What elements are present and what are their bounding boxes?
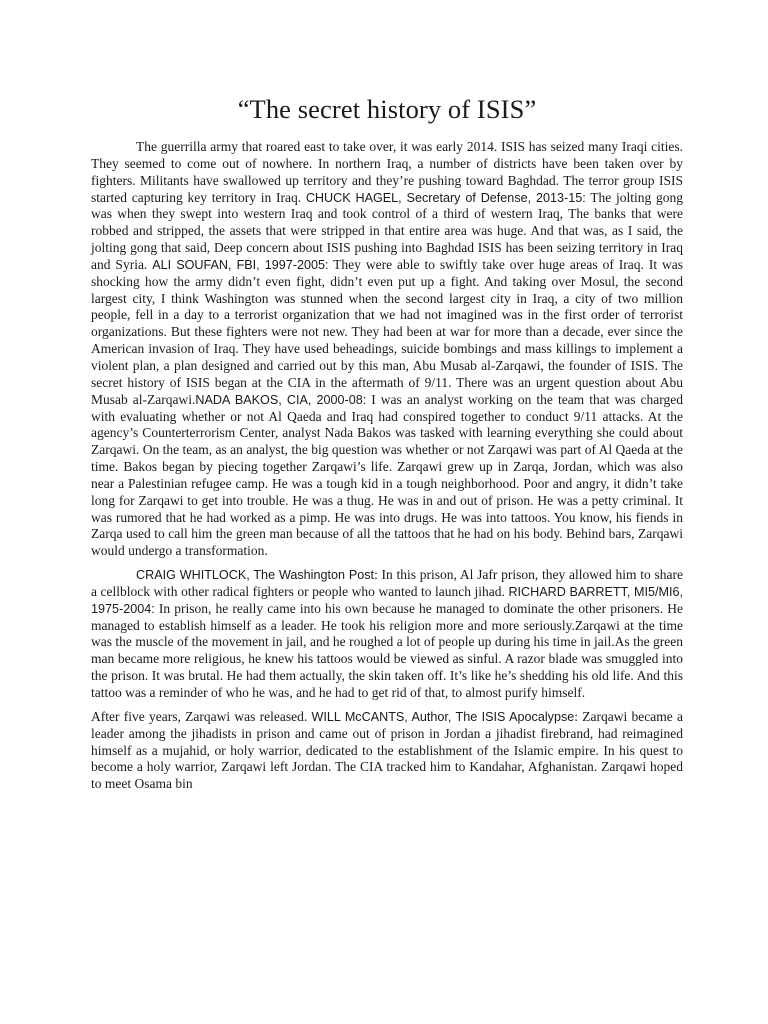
paragraph-3	[91, 709, 683, 793]
document-title: “The secret history of ISIS”	[237, 94, 537, 124]
narration-text: After five years, Zarqawi was released.	[91, 708, 312, 724]
quote-text: The jolting gong was when they swept into western Iraq and took control of a third of western Iraq, The banks that were robbed and stripped, the assets that were stripped in that entire area was huge. And that was, as I said, the jolting gong that said, Deep concern about ISIS pushing into Baghdad ISIS has been seizing territory in Iraq and Syria.	[91, 189, 683, 272]
quote-text: : Zarqawi became a leader among the jihadists in prison and came out of prison in Jordan a jihadist firebrand, had reimagined himself as a mujahid, or holy warrior, dedicated to the establishment of the Islamic empire. In his quest to become a holy warrior, Zarqawi left Jordan. The CIA tracked him to Kandahar, Afghanistan. Zarqawi hoped to meet Osama bin	[91, 708, 683, 792]
speaker-ali-soufan: ALI SOUFAN, FBI, 1997-2005:	[152, 257, 329, 272]
speaker-nada-bakos: NADA BAKOS, CIA, 2000-08:	[195, 392, 367, 407]
quote-text: : In this prison, Al Jafr prison, they allowed him to share a cellblock with other radical fighters or people who wanted to launch jihad.	[91, 567, 683, 599]
speaker-will-mccants: WILL McCANTS, Author, The ISIS Apocalypse	[311, 709, 575, 724]
quote-text: In prison, he really came into his own because he managed to dominate the other prisoners. He managed to establish himself as a leader. He took his religion more and more seriously.Zarqawi at the time was the muscle of the movement in jail, and he roughed a lot of people up during his time in jail.As the green man became more religious, he knew his tattoos would be viewed as sinful. A razor blade was smuggled into the prison. It was brutal. He had them actually, the skin taken off. It’s like he’s shedding his old life. And this tattoo was a reminder of who he was, and he had to get rid of that, to almost purify himself.	[91, 600, 683, 700]
quote-text: They were able to swiftly take over huge areas of Iraq. It was shocking how the army didn’t even fight, didn’t even put up a fight. And taking over Mosul, the second largest city, I think Washington was stunned when the second largest city in Iraq, a city of two million people, fell in a day to a terrorist organization that we had not imagined was in the first order of terrorist organizations. But these fighters were not new. They had been at war for more than a decade, ever since the American invasion of Iraq. They have used beheadings, suicide bombings and mass killings to implement a violent plan, a plan designed and carried out by this man, Abu Musab al-Zarqawi, the founder of ISIS. The secret history of ISIS began at the CIA in the aftermath of 9/11. There was an urgent question about Abu Musab al-Zarqawi.	[91, 256, 684, 407]
speaker-richard-barrett: RICHARD BARRETT, MI5/MI6, 1975-2004:	[91, 584, 683, 616]
paragraph-2	[91, 567, 683, 702]
narration-text: The guerrilla army that roared east to take over, it was early 2014. ISIS has seized many Iraqi cities. They seemed to come out of nowhere. In northern Iraq, a number of districts have been taken over by fighters. Militants have swallowed up territory and they’re pushing toward Baghdad. The terror group ISIS started capturing key territory in Iraq.	[91, 139, 683, 205]
speaker-craig-whitlock: CRAIG WHITLOCK, The Washington Post	[136, 568, 375, 583]
speaker-chuck-hagel: CHUCK HAGEL, Secretary of Defense, 2013-15:	[305, 190, 586, 205]
quote-text: I was an analyst working on the team that was charged with evaluating whether or not Al Qaeda and Iraq had conspired together to conduct 9/11 attacks. At the agency’s Counterterrorism Center, analyst Nada Bakos was tasked with learning everything she could about Zarqawi. On the team, as an analyst, the big question was whether or not Zarqawi was part of Al Qaeda at the time. Bakos began by piecing together Zarqawi’s life. Zarqawi grew up in Zarqa, Jordan, which was also near a Palestinian refugee camp. He was a tough kid in a tough neighborhood. Poor and angry, it didn’t take long for Zarqawi to get into trouble. He was a thug. He was in and out of prison. He was a petty criminal. It was rumored that he had worked as a pimp. He was into drugs. He was into tattoos. You know, his fiends in Zarqa used to call him the green man because of all the tattoos that he had on his body. Behind bars, Zarqawi would undergo a transformation.	[91, 391, 683, 559]
paragraph-1	[91, 139, 683, 560]
